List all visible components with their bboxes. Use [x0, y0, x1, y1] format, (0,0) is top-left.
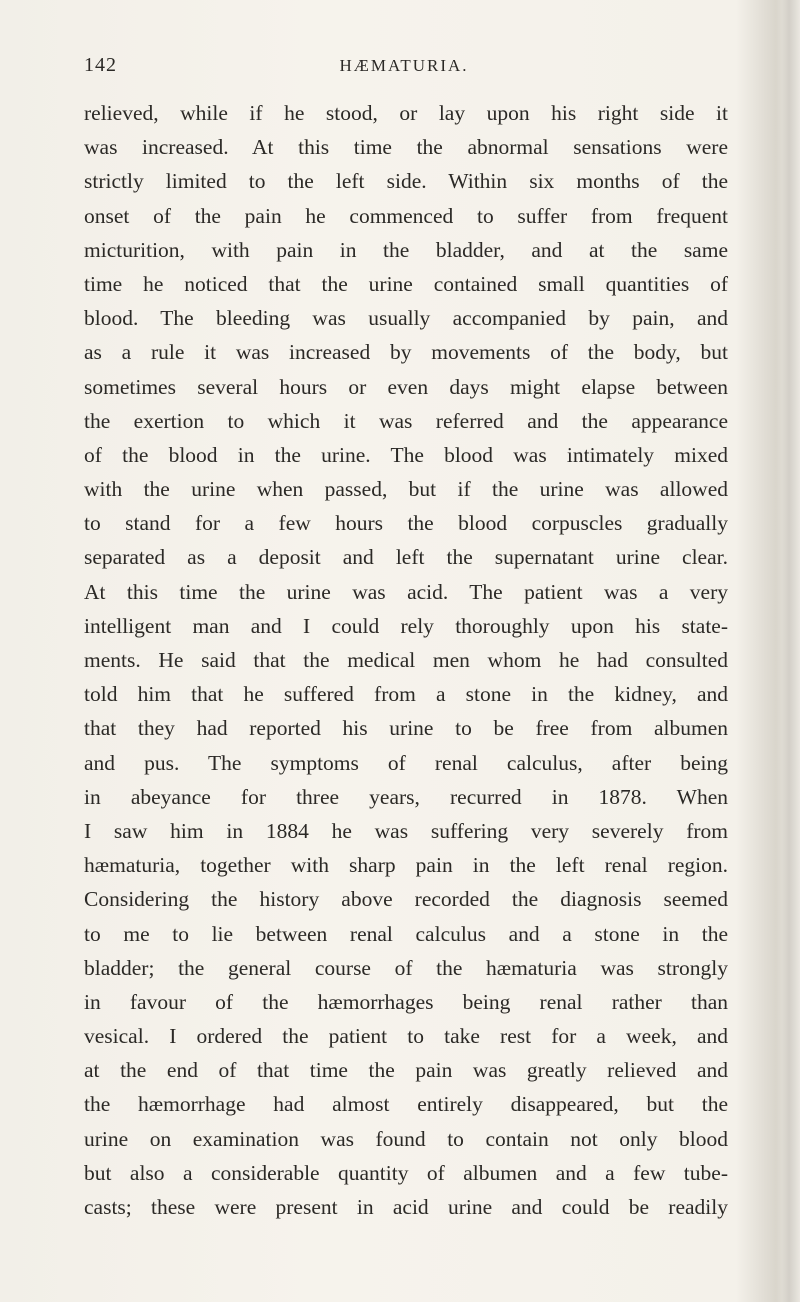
text-line: of the blood in the urine. The blood was intimately mixed [84, 442, 728, 467]
text-line: the exertion to which it was referred and the appearance [84, 408, 728, 433]
text-line: and pus. The symptoms of renal calculus, after being [84, 750, 728, 775]
text-line: as a rule it was increased by movements of the body, but [84, 340, 728, 365]
text-line: ments. He said that the medical men whom he had consulted [84, 648, 728, 672]
text-line: blood. The bleeding was usually accompanied by pain, and [84, 306, 728, 331]
text-line: vesical. I ordered the patient to take rest for a week, and [84, 1024, 728, 1049]
text-line: separated as a deposit and left the supernatant urine clear. [84, 545, 728, 570]
text-line: in favour of the hæmorrhages being renal rather than [84, 989, 728, 1014]
body-text [84, 96, 728, 1224]
page-edge-shadow [782, 0, 800, 1302]
text-line: with the urine when passed, but if the urine was allowed [84, 477, 728, 502]
text-line: at the end of that time the pain was greatly relieved and [84, 1058, 728, 1083]
text-line: hæmaturia, together with sharp pain in the left renal region. [84, 853, 728, 878]
text-line: intelligent man and I could rely thoroughly upon his state- [84, 613, 728, 638]
text-line: but also a considerable quantity of albumen and a few tube- [84, 1160, 728, 1185]
text-line: time he noticed that the urine contained small quantities of [84, 271, 728, 296]
text-line: relieved, while if he stood, or lay upon his right side it [84, 101, 728, 125]
text-line: Considering the history above recorded the diagnosis seemed [84, 887, 728, 912]
text-line: I saw him in 1884 he was suffering very severely from [84, 818, 728, 843]
text-line: that they had reported his urine to be free from albumen [84, 716, 728, 741]
running-head: HÆMATURIA. [339, 56, 469, 75]
text-line: casts; these were present in acid urine and could be readily [84, 1195, 728, 1219]
text-line: sometimes several hours or even days might elapse between [84, 374, 728, 399]
text-line: the hæmorrhage had almost entirely disappeared, but the [84, 1092, 728, 1117]
text-line: told him that he suffered from a stone in the kidney, and [84, 682, 728, 707]
text-line: was increased. At this time the abnormal sensations were [84, 135, 728, 160]
page-number: 142 [84, 54, 117, 76]
text-line: to stand for a few hours the blood corpuscles gradually [84, 511, 728, 536]
text-line: onset of the pain he commenced to suffer from frequent [84, 203, 728, 228]
text-line: strictly limited to the left side. Within six months of the [84, 169, 728, 194]
text-line: bladder; the general course of the hæmaturia was strongly [84, 955, 728, 980]
text-line: urine on examination was found to contain not only blood [84, 1126, 728, 1151]
text-line: At this time the urine was acid. The patient was a very [84, 579, 728, 604]
text-line: to me to lie between renal calculus and a stone in the [84, 921, 728, 946]
page-header [84, 48, 724, 88]
text-line: micturition, with pain in the bladder, and at the same [84, 237, 728, 262]
text-line: in abeyance for three years, recurred in 1878. When [84, 784, 728, 809]
